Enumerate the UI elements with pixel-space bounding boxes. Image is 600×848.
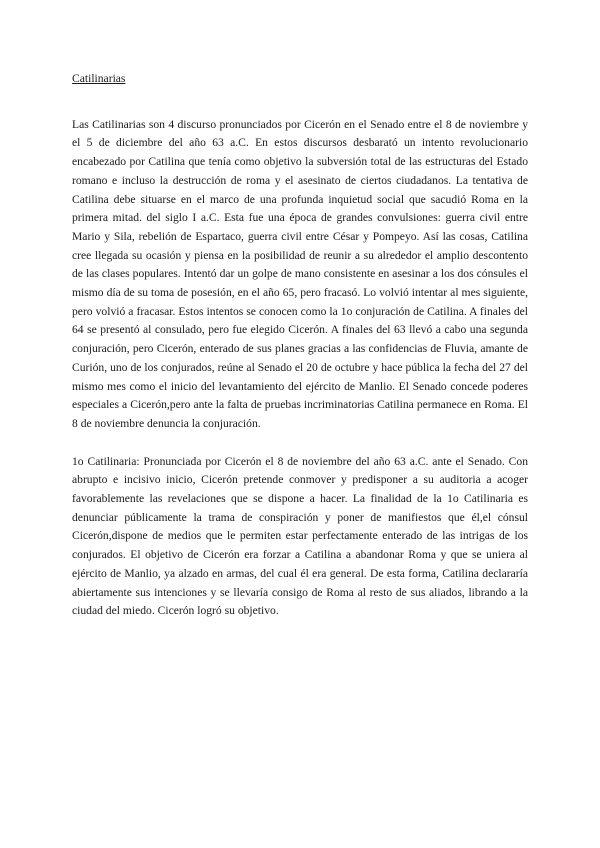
document-title: Catilinarias xyxy=(72,72,126,85)
spacer xyxy=(72,434,528,453)
paragraph-intro: Las Catilinarias son 4 discurso pronunciados por Cicerón en el Senado entre el 8 de noviembre y el 5 de diciembre del año 63 a.C. En estos discursos desbarató un intento revolucionario encabezado por Catilina que tenía como objetivo la subversión total de las estructuras del Estado romano e incluso la destrucción de roma y el asesinato de ciertos ciudadanos. La tentativa de Catilina debe situarse en el marco de una profunda inquietud social que sacudió Roma en la primera mitad. del siglo I a.C. Esta fue una época de grandes convulsiones: guerra civil entre Mario y Sila, rebelión de Espartaco, guerra civil entre César y Pompeyo. Así las cosas, Catilina cree llegada su ocasión y piensa en la posibilidad de reunir a su alrededor el amplio descontento de las clases populares. Intentó dar un golpe de mano consistente en asesinar a los dos cónsules el mismo día de su toma de posesión, en el año 65, pero fracasó. Lo volvió intentar al mes siguiente, pero volvió a fracasar. Estos intentos se conocen como la 1o conjuración de Catilina. A finales del 64 se presentó al consulado, pero fue elegido Cicerón. A finales del 63 llevó a cabo una segunda conjuración, pero Cicerón, enterado de sus planes gracias a las confidencias de Fluvia, amante de Curión, uno de los conjurados, reúne al Senado el 20 de octubre y hace pública la fecha del 27 del mismo mes como el inicio del levantamiento del ejército de Manlio. El Senado concede poderes especiales a Cicerón,pero ante la falta de pruebas incriminatorias Catilina permanece en Roma. El 8 de noviembre denuncia la conjuración. xyxy=(72,117,528,430)
paragraph-first-catilinaria: 1o Catilinaria: Pronunciada por Cicerón el 8 de noviembre del año 63 a.C. ante el Senado. Con abrupto e incisivo inicio, Cicerón pretende conmover y predisponer a su auditoria a acoger favorablemente las revelaciones que se dispone a hacer. La finalidad de la 1o Catilinaria es denunciar públicamente la trama de conspiración y poner de manifiestos que él,el cónsul Cicerón,dispone de medios que le permiten estar perfectamente enterado de las intrigas de los conjurados. El objetivo de Cicerón era forzar a Catilina a abandonar Roma y que se uniera al ejército de Manlio, ya alzado en armas, del cual él era general. De esta forma, Catilina declararía abiertamente sus intenciones y se llevaría consigo de Roma al resto de sus aliados, librando a la ciudad del miedo. Cicerón logró su objetivo. xyxy=(72,454,528,618)
document-body xyxy=(72,70,528,621)
spacer xyxy=(72,89,528,116)
